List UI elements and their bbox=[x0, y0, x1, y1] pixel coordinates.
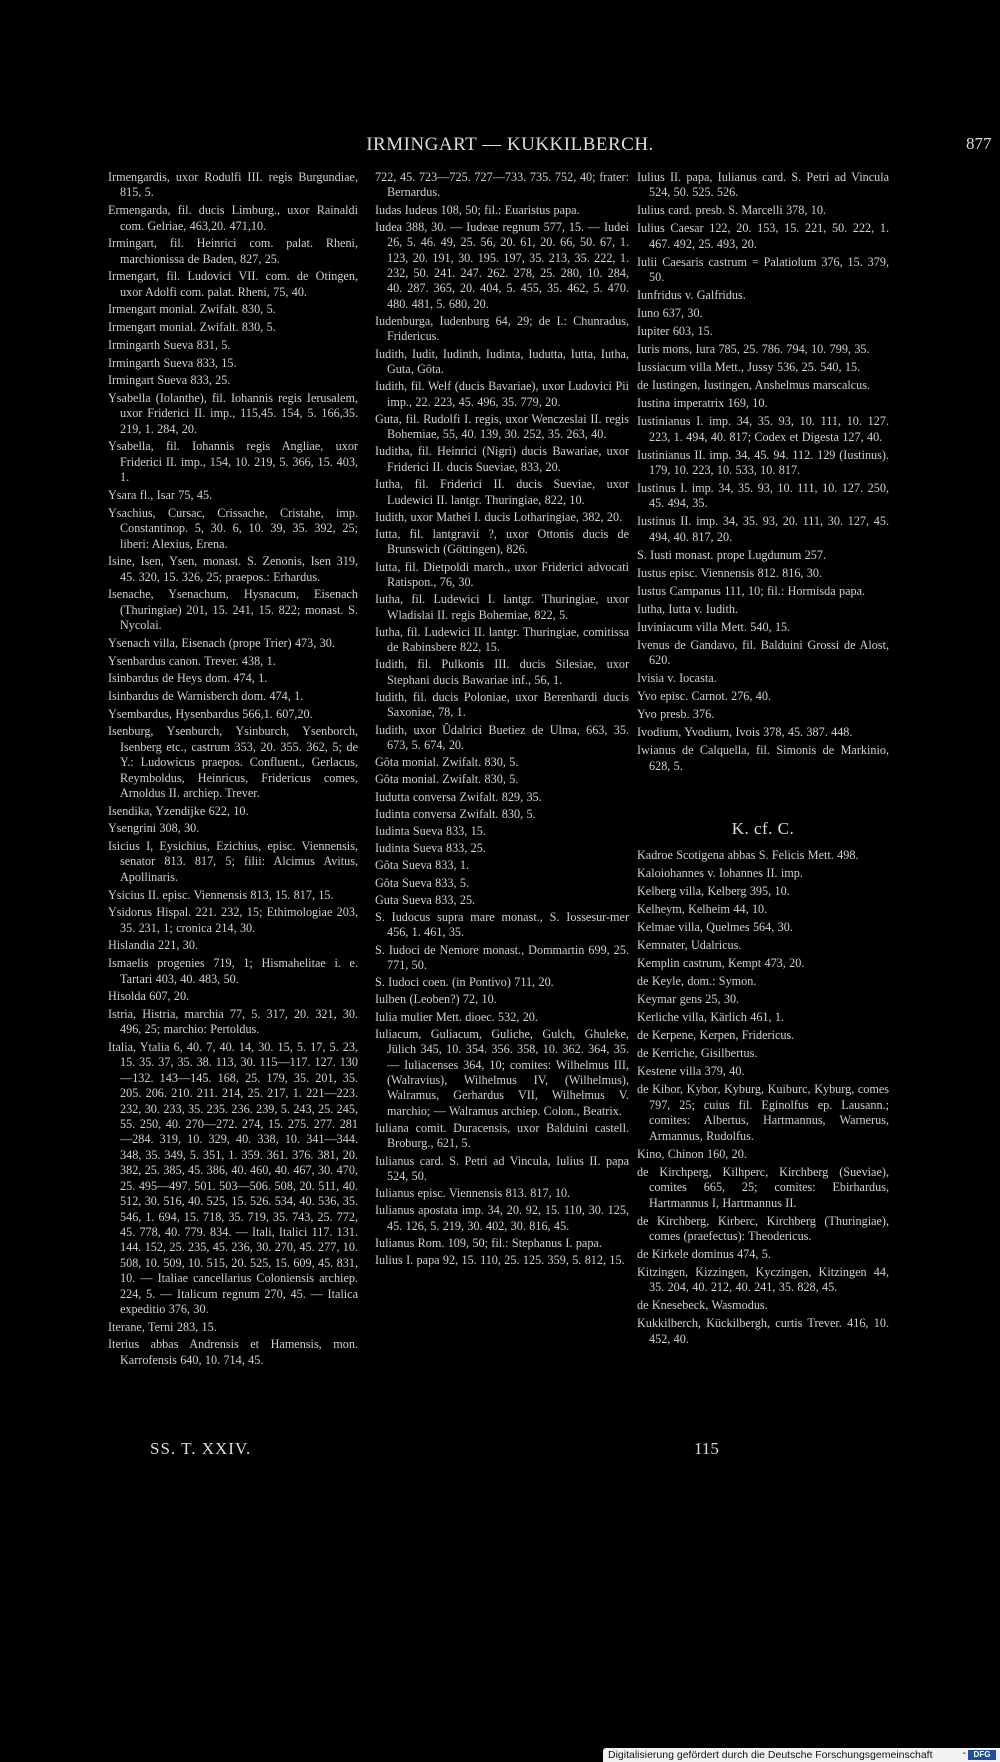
index-entry: Iulia mulier Mett. dioec. 532, 20. bbox=[375, 1009, 538, 1024]
index-entry: Kelberg villa, Kelberg 395, 10. bbox=[637, 884, 790, 899]
index-entry: Iustinianus II. imp. 34, 45. 94. 112. 129 (Iustinus). 179, 10. 223, 10. 533, 10. 817. bbox=[637, 447, 889, 478]
dfg-separator: - bbox=[962, 1748, 966, 1759]
index-entry: S. Iusti monast. prope Lugdunum 257. bbox=[637, 547, 827, 562]
running-header-title: IRMINGART — KUKKILBERCH. bbox=[366, 134, 654, 155]
dfg-banner-text: Digitalisierung gefördert durch die Deutsche Forschungsgemeinschaft bbox=[608, 1749, 933, 1761]
index-entry: Kelheym, Kelheim 44, 10. bbox=[637, 902, 768, 917]
index-entry: Iulius II. papa, Iulianus card. S. Petri ad Vincula 524, 50. 525. 526. bbox=[637, 170, 889, 200]
index-entry: Iuliacum, Guliacum, Guliche, Gulch, Ghuleke, Jülich 345, 10. 354. 356. 358, 10. 362. 364, 35. — Iuliacenses 364, 10; comites: Wilhelmus III, (Walravius), Wilhelmus IV, (Wilhelmus), Walramus, Gerhardus VII, Wilhelmus V. marchio; — Walramus archiep. Colon., Beatrix. bbox=[375, 1026, 629, 1118]
index-entry: Iustinus II. imp. 34, 35. 93, 20. 111, 30. 127, 45. 494, 40. 817, 20. bbox=[637, 514, 889, 544]
index-entry: Ysicius II. episc. Viennensis 813, 15. 817, 15. bbox=[108, 887, 334, 902]
index-entry: de Knesebeck, Wasmodus. bbox=[637, 1298, 768, 1313]
index-entry: de Kerriche, Gisilbertus. bbox=[637, 1046, 758, 1061]
index-entry: Hisolda 607, 20. bbox=[108, 989, 190, 1004]
index-entry: Yvo presb. 376. bbox=[637, 707, 715, 722]
index-entry: Iudinta Sueva 833, 15. bbox=[375, 823, 486, 838]
index-entry: Irmengardis, uxor Rodulfi III. regis Burgundiae, 815, 5. bbox=[108, 170, 358, 200]
index-entry: Iulii Caesaris castrum = Palatiolum 376, 15. 379, 50. bbox=[637, 254, 889, 285]
index-entry: Iwianus de Calquella, fil. Simonis de Markinio, 628, 5. bbox=[637, 743, 889, 773]
index-entry: Yvo episc. Carnot. 276, 40. bbox=[637, 689, 772, 704]
index-entry: Kemplin castrum, Kempt 473, 20. bbox=[637, 956, 805, 971]
index-entry: Irmingarth Sueva 833, 15. bbox=[108, 355, 237, 370]
index-entry: Iterane, Terni 283, 15. bbox=[108, 1319, 217, 1334]
index-entry: Iuliana comit. Duracensis, uxor Balduini castell. Broburg., 621, 5. bbox=[375, 1121, 629, 1151]
index-entry: de Iustingen, Iustingen, Anshelmus marscalcus. bbox=[637, 378, 871, 393]
index-entry: Gôta Sueva 833, 1. bbox=[375, 858, 469, 873]
index-entry: Iulianus apostata imp. 34, 20. 92, 15. 110, 30. 125, 45. 126, 5. 219, 30. 402, 30. 816, 45. bbox=[375, 1203, 629, 1233]
index-entry: Iustus episc. Viennensis 812. 816, 30. bbox=[637, 565, 823, 580]
section-heading-k: K. cf. C. bbox=[731, 819, 795, 839]
index-entry: Irmengart, fil. Ludovici VII. com. de Otingen, uxor Adolfi com. palat. Rheni, 75, 40. bbox=[108, 269, 358, 299]
index-entry: Kerliche villa, Kärlich 461, 1. bbox=[637, 1010, 785, 1025]
index-entry: Isinbardus de Warnisberch dom. 474, 1. bbox=[108, 688, 304, 703]
index-entry: Iulben (Leoben?) 72, 10. bbox=[375, 992, 497, 1007]
index-entry: Iulius I. papa 92, 15. 110, 25. 125. 359, 5. 812, 15. bbox=[375, 1253, 625, 1268]
index-entry: 722, 45. 723—725. 727—733. 735. 752, 40; frater: Bernardus. bbox=[375, 170, 629, 200]
index-entry: Kadroe Scotigena abbas S. Felicis Mett. 498. bbox=[637, 848, 859, 863]
index-entry: Ysabella, fil. Iohannis regis Angliae, uxor Friderici II. imp., 154, 10. 219, 5. 366, 15. 403, 1. bbox=[108, 439, 358, 485]
index-entry: Ismaelis progenies 719, 1; Hismahelitae i. e. Tartari 403, 40. 483, 50. bbox=[108, 956, 358, 986]
index-column-middle bbox=[375, 170, 629, 1271]
index-entry: Ysenbardus canon. Trever. 438, 1. bbox=[108, 653, 276, 668]
index-entry: Keymar gens 25, 30. bbox=[637, 992, 740, 1007]
index-entry: Kino, Chinon 160, 20. bbox=[637, 1146, 747, 1161]
footer-volume: SS. T. XXIV. bbox=[150, 1439, 252, 1458]
index-entry: Iudea 388, 30. — Iudeae regnum 577, 15. — Iudei 26, 5. 46. 49, 25. 56, 20. 61, 20. 66, 50. 67, 1. 123, 20. 191, 30. 195. 197, 35. 213, 35. 222, 1. 232, 50. 241. 247. 262. 278, 25. 280, 10. 284, 40. 287. 365, 20. 404, 5. 455, 35. 462, 5. 470. 480. 481, 5. 680, 20. bbox=[375, 219, 629, 311]
index-entry: Iuno 637, 30. bbox=[637, 306, 703, 321]
index-column-right bbox=[637, 170, 889, 1350]
footer-signature: 115 bbox=[694, 1439, 719, 1458]
index-entry: Kemnater, Udalricus. bbox=[637, 938, 742, 953]
index-entry: Iudenburga, Iudenburg 64, 29; de I.: Chunradus, Fridericus. bbox=[375, 314, 629, 344]
index-entry: S. Iudoci coen. (in Pontivo) 711, 20. bbox=[375, 975, 554, 990]
index-entry: Italia, Ytalia 6, 40. 7, 40. 14, 30. 15, 5. 17, 5. 23, 15. 35. 37, 35. 38. 113, 30. 115—117. 127. 130—132. 143—145. 168, 25. 179, 35. 201, 35. 205. 206. 210. 211. 214, 25. 217, 1. 221—223. 232, 30. 233, 35. 235. 236. 239, 5. 243, 25. 245, 55. 250, 40. 270—272. 274, 15. 275. 277. 281—284. 319, 10. 329, 40. 338, 10. 341—344. 348, 35. 349, 5. 351, 1. 359. 361. 376. 381, 20. 382, 25. 385, 45. 386, 40. 460, 40. 467, 30. 470, 25. 495—497. 501. 503—506. 508, 20. 511, 40. 512, 30. 516, 40. 525, 15. 526. 534, 40. 536, 35. 546, 1. 694, 15. 718, 35. 719, 35. 743, 25. 772, 45. 778, 40. 779. 834. — Itali, Italici 117. 131. 144. 152, 25. 235, 45. 236, 30. 270, 45. 277, 10. 508, 10. 509, 10. 515, 20. 525, 15. 609, 45. 831, 10. — Italiae cancellarius Coloniensis archiep. 224, 5. — Italicum regnum 270, 45. — Italica expeditio 376, 30. bbox=[108, 1040, 358, 1316]
index-entry: Iustus Campanus 111, 10; fil.: Hormisda papa. bbox=[637, 583, 866, 598]
index-entry: Iulius card. presb. S. Marcelli 378, 10. bbox=[637, 203, 826, 218]
index-entry: Isinbardus de Heys dom. 474, 1. bbox=[108, 671, 268, 686]
index-entry: Iustina imperatrix 169, 10. bbox=[637, 396, 768, 411]
index-entry: Iutta, fil. lantgravii ?, uxor Ottonis ducis de Brunswich (Göttingen), 826. bbox=[375, 526, 629, 557]
index-entry: Gôta monial. Zwifalt. 830, 5. bbox=[375, 755, 519, 770]
index-entry: Iutta, fil. Dietpoldi march., uxor Friderici advocati Ratispon., 76, 30. bbox=[375, 559, 629, 589]
index-entry: Iuris mons, Iura 785, 25. 786. 794, 10. 799, 35. bbox=[637, 342, 870, 357]
index-entry: Istria, Histria, marchia 77, 5. 317, 20. 321, 30. 496, 25; marchio: Pertoldus. bbox=[108, 1006, 358, 1037]
dfg-logo-icon: DFG bbox=[968, 1750, 996, 1760]
index-entry: Iudinta conversa Zwifalt. 830, 5. bbox=[375, 806, 536, 821]
index-entry: de Keyle, dom.: Symon. bbox=[637, 974, 757, 989]
index-entry: Iutha, Iutta v. Iudith. bbox=[637, 601, 738, 616]
index-entry: Ivodium, Yvodium, Ivois 378, 45. 387. 448. bbox=[637, 725, 853, 740]
index-entry: Iuviniacum villa Mett. 540, 15. bbox=[637, 619, 791, 634]
index-entry: Iutha, fil. Friderici II. ducis Sueviae, uxor Ludewici II. lantgr. Thuringiae, 822, 10. bbox=[375, 477, 629, 507]
index-entry: Kukkilberch, Kückilbergh, curtis Trever. 416, 10. 452, 40. bbox=[637, 1316, 889, 1346]
index-column-left bbox=[108, 170, 358, 1370]
index-entry: Iutha, fil. Ludewici II. lantgr. Thuringiae, comitissa de Rabinsbere 822, 15. bbox=[375, 624, 629, 655]
index-entry: S. Iudocus supra mare monast., S. Iossesur-mer 456, 1. 461, 35. bbox=[375, 910, 629, 940]
index-entry: Iulianus card. S. Petri ad Vincula, Iulius II. papa 524, 50. bbox=[375, 1153, 629, 1184]
index-entry: Iterius abbas Andrensis et Hamensis, mon. Karrofensis 640, 10. 714, 45. bbox=[108, 1337, 358, 1367]
index-entry: Isicius I, Eysichius, Ezichius, episc. Viennensis, senator 813. 817, 5; filii: Alcimus Avitus, Apollinaris. bbox=[108, 839, 358, 884]
index-entry: Irmingart, fil. Heinrici com. palat. Rheni, marchionissa de Baden, 827, 25. bbox=[108, 236, 358, 266]
index-entry: Kitzingen, Kizzingen, Kyczingen, Kitzingen 44, 35. 204, 40. 212, 40. 241, 35. 828, 45. bbox=[637, 1264, 889, 1295]
index-entry: Iudith, fil. Pulkonis III. ducis Silesiae, uxor Stephani ducis Bawariae inf., 56, 1. bbox=[375, 657, 629, 687]
index-entry: Kelmae villa, Quelmes 564, 30. bbox=[637, 920, 793, 935]
index-entry: Kestene villa 379, 40. bbox=[637, 1064, 745, 1079]
page-number: 877 bbox=[966, 134, 992, 153]
index-entry: Gôta monial. Zwifalt. 830, 5. bbox=[375, 772, 519, 787]
index-entry: Ysenach villa, Eisenach (prope Trier) 473, 30. bbox=[108, 635, 335, 650]
index-entry: Ysembardus, Hysenbardus 566,1. 607,20. bbox=[108, 706, 313, 721]
index-entry: Iudith, fil. Welf (ducis Bavariae), uxor Ludovici Pii imp., 22. 223, 45. 496, 35. 779, 20. bbox=[375, 379, 629, 409]
index-entry: Hislandia 221, 30. bbox=[108, 938, 198, 953]
dfg-banner[interactable] bbox=[603, 1748, 1000, 1762]
index-entry: Iussiacum villa Mett., Jussy 536, 25. 540, 15. bbox=[637, 360, 861, 375]
index-entry: Ysara fl., Isar 75, 45. bbox=[108, 487, 213, 502]
index-entry: de Kirchperg, Kilhperc, Kirchberg (Sueviae), comites 665, 25; comites: Ebirhardus, Hartmannus I, Hartmannus II. bbox=[637, 1164, 889, 1210]
index-entry: Iutha, fil. Ludewici I. lantgr. Thuringiae, uxor Wladislai II. regis Bohemiae, 822, 5. bbox=[375, 592, 629, 622]
index-entry: Irmingart Sueva 833, 25. bbox=[108, 373, 231, 388]
index-entry: Isenburg, Ysenburch, Ysinburch, Ysenborch, Isenberg etc., castrum 353, 20. 355. 362, 5; de Y.: Ludowicus praepos. Confluent., Gerlacus, Reymboldus, Heinricus, Fridericus comes, Arnoldus II. archiep. Trever. bbox=[108, 724, 358, 800]
index-entry: Guta Sueva 833, 25. bbox=[375, 892, 476, 907]
index-entry: Iupiter 603, 15. bbox=[637, 324, 713, 339]
index-entry: Irmingarth Sueva 831, 5. bbox=[108, 337, 231, 352]
index-entry: Iunfridus v. Galfridus. bbox=[637, 288, 746, 303]
index-entry: Kaloiohannes v. Iohannes II. imp. bbox=[637, 866, 803, 881]
index-entry: de Kibor, Kybor, Kyburg, Kuiburc, Kyburg, comes 797, 25; cuius fil. Eginolfus ep. Lausann.; comites: Albertus, Hartmannus, Warnerus, Armannus, Rudolfus. bbox=[637, 1082, 889, 1143]
index-entry: Iulianus Rom. 109, 50; fil.: Stephanus I. papa. bbox=[375, 1236, 602, 1251]
index-entry: Ermengarda, fil. ducis Limburg., uxor Rainaldi com. Gelriae, 463,20. 471,10. bbox=[108, 203, 358, 233]
index-entry: Iulianus episc. Viennensis 813. 817, 10. bbox=[375, 1186, 571, 1201]
index-entry: Iudinta Sueva 833, 25. bbox=[375, 841, 486, 856]
index-entry: Ysengrini 308, 30. bbox=[108, 821, 200, 836]
index-entry: Isendika, Yzendijke 622, 10. bbox=[108, 803, 249, 818]
index-entry: Iustinus I. imp. 34, 35. 93, 10. 111, 10. 127. 250, 45. 494, 35. bbox=[637, 481, 889, 511]
index-entry: Ivenus de Gandavo, fil. Balduini Grossi de Alost, 620. bbox=[637, 637, 889, 668]
index-entry: Iudith, fil. ducis Poloniae, uxor Berenhardi ducis Saxoniae, 78, 1. bbox=[375, 689, 629, 720]
index-entry: de Kerpene, Kerpen, Fridericus. bbox=[637, 1028, 795, 1043]
index-entry: Iustinianus I. imp. 34, 35. 93, 10. 111, 10. 127. 223, 1. 494, 40. 817; Codex et Digesta 127, 40. bbox=[637, 414, 889, 444]
index-entry: Iuditha, fil. Heinrici (Nigri) ducis Bawariae, uxor Friderici II. ducis Sueviae, 833, 20. bbox=[375, 444, 629, 474]
index-entry: Irmengart monial. Zwifalt. 830, 5. bbox=[108, 320, 276, 335]
index-entry: Irmengart monial. Zwifalt. 830, 5. bbox=[108, 302, 276, 317]
index-entry: Iudith, Iudit, Iudinth, Iudinta, Iudutta, Iutta, Iutha, Guta, Gôta. bbox=[375, 346, 629, 377]
index-entry: Iudith, uxor Mathei I. ducis Lotharingiae, 382, 20. bbox=[375, 509, 623, 524]
index-entry: Guta, fil. Rudolfi I. regis, uxor Wenczeslai II. regis Bohemiae, 55, 40. 139, 30. 252, 35. 263, 40. bbox=[375, 411, 629, 442]
index-entry: Ysabella (Iolanthe), fil. Iohannis regis Ierusalem, uxor Friderici II. imp., 115,45. 154, 5. 166,35. 219, 1. 284, 20. bbox=[108, 390, 358, 436]
index-entry: Ivisia v. Iocasta. bbox=[637, 671, 717, 686]
index-entry: Iulius Caesar 122, 20. 153, 15. 221, 50. 222, 1. 467. 492, 25. 493, 20. bbox=[637, 221, 889, 251]
index-entry: Ysidorus Hispal. 221. 232, 15; Ethimologiae 203, 35. 231, 1; cronica 214, 30. bbox=[108, 905, 358, 935]
index-entry: Isine, Isen, Ysen, monast. S. Zenonis, Isen 319, 45. 320, 15. 326, 25; praepos.: Erhardus. bbox=[108, 554, 358, 584]
index-entry: Iudas Iudeus 108, 50; fil.: Euaristus papa. bbox=[375, 202, 580, 217]
index-entry: Isenache, Ysenachum, Hysnacum, Eisenach (Thuringiae) 201, 15. 241, 15. 822; monast. S. Nycolai. bbox=[108, 587, 358, 633]
index-entry: Ysachius, Cursac, Crissache, Cristahe, imp. Constantinop. 5, 30. 6, 10. 39, 35. 392, 25; liberi: Alexius, Erena. bbox=[108, 505, 358, 551]
index-entry: Gôta Sueva 833, 5. bbox=[375, 875, 469, 890]
index-entry: de Kirkele dominus 474, 5. bbox=[637, 1246, 771, 1261]
index-entry: S. Iudoci de Nemore monast., Dommartin 699, 25. 771, 50. bbox=[375, 942, 629, 973]
index-entry: Iudutta conversa Zwifalt. 829, 35. bbox=[375, 789, 542, 804]
index-entry: Iudith, uxor Ûdalrici Buetiez de Ulma, 663, 35. 673, 5. 674, 20. bbox=[375, 722, 629, 752]
index-entry: de Kirchberg, Kirberc, Kirchberg (Thuringiae), comes (praefectus): Theodericus. bbox=[637, 1213, 889, 1243]
